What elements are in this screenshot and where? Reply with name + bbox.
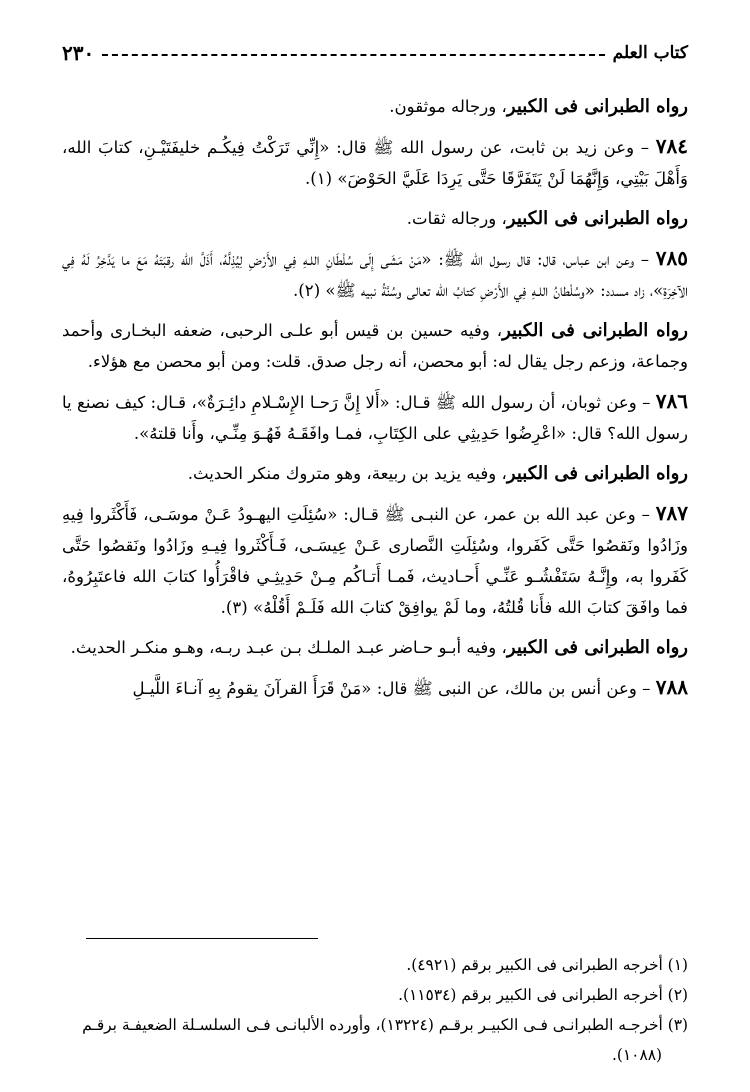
reference-source: رواه الطبرانى فى الكبير — [502, 320, 688, 341]
hadith-reference — [62, 632, 688, 663]
reference-note: ، وفيه حسين بن قيس أبو علـى الرحبى، ضعفه البخـارى وأحمد وجماعة، وزعم رجل يقال له: أبو محصن، أنه رجل صدق. قلت: ومن أبو محصن مع هؤلاء. — [62, 321, 688, 371]
hadith-reference — [62, 91, 688, 122]
reference-note: ، ورجاله موثقون. — [389, 97, 507, 116]
footnotes — [62, 950, 688, 1070]
reference-note: ، وفيه أبـو حـاضر عبـد الملـك بـن عبـد ربـه، وهـو منكـر الحديث. — [70, 638, 507, 657]
book-section-title: كتاب العلم — [612, 43, 688, 63]
hadith-text: – وعن زيد بن ثابت، عن رسول الله ﷺ قال: «إِنِّي تَرَكْتُ فِيكُـم خليفَتَيْـنِ، كتابَ الله، وَأَهْلَ بَيْتِي، وَإِنَّهُمَا لَنْ يَتَفَرَّقَا حَتَّى يَرِدَا عَلَيَّ الحَوْضَ» (١). — [62, 138, 688, 188]
page-body — [62, 82, 688, 914]
running-header — [62, 38, 688, 68]
page-number: ٢٣٠ — [62, 41, 95, 65]
hadith-entry — [62, 386, 688, 449]
footnote-continuation: (١٠٨٨). — [612, 1046, 662, 1064]
reference-note: ، ورجاله ثقات. — [406, 209, 507, 228]
hadith-text: – وعن عبد الله بن عمر، عن النبـى ﷺ قـال: «سُئِلَتِ اليهـودُ عَـنْ موسَـى، فَأَكْثَروا فِيهِ وزَادُوا ونَقصُوا حَتَّى كَفَروا، وسُئِلَتِ النَّصارى عَـنْ عِيسَـى، فَـأَكْثَروا فِيـهِ وزَادُوا ونَقصُوا حَتَّى كَفَروا به، وإِنَّـهُ سَتَفْشُـو عَنِّـي أَحـاديث، فَمـا أَتـاكُم مِـنْ حَدِيثِـي فاقْرَأُوا كتابَ الله فاعتَبِرُوهُ، فما وافَقَ كتابَ الله فأَنا قُلتُهُ، وما لَمْ يوافِقْ كتابَ الله فَلَـمْ أَقُلْهُ» (٣). — [62, 505, 688, 617]
hadith-entry — [62, 498, 688, 623]
footnote-separator — [86, 938, 318, 939]
footnote: (١) أخرجه الطبرانى فى الكبير برقم (٤٩٢١). — [406, 956, 688, 974]
header-dashed-rule — [102, 54, 604, 56]
reference-source: رواه الطبرانى فى الكبير — [506, 637, 688, 658]
footnote: (٢) أخرجه الطبرانى فى الكبير برقم (١١٥٣٤). — [398, 986, 688, 1004]
hadith-number: ٧٨٤ — [655, 134, 688, 158]
hadith-number: ٧٨٧ — [655, 501, 688, 525]
hadith-text: – وعن ثوبان، أن رسول الله ﷺ قـال: «أَلا إِنَّ رَحـا الإِسْـلامِ دائِـرَةٌ»، قـال: كيف نصنع يا رسول الله؟ قال: «اعْرِضُوا حَدِيثِي على الكِتَابِ، فمـا وافَقَـهُ فَهُـوَ مِنِّـي، وأَنا قلتهُ». — [62, 393, 688, 443]
hadith-reference — [62, 315, 688, 377]
hadith-number: ٧٨٦ — [655, 389, 689, 413]
hadith-text: – وعن أنس بن مالك، عن النبى ﷺ قال: «مَنْ قَرَأَ القرآنَ يقومُ بِهِ آنـاءَ اللَّيـلِ — [132, 679, 651, 698]
reference-source: رواه الطبرانى فى الكبير — [506, 463, 688, 484]
footnote: (٣) أخرجـه الطبرانـى فـى الكبيـر برقـم (١٣٢٢٤)، وأورده الألبانـى فـى السلسـلة الضعيفـة برقـم — [82, 1016, 688, 1034]
reference-source: رواه الطبرانى فى الكبير — [506, 208, 688, 229]
hadith-number: ٧٨٨ — [655, 675, 688, 699]
hadith-number: ٧٨٥ — [655, 246, 688, 270]
hadith-entry — [62, 672, 688, 704]
hadith-entry — [62, 131, 688, 194]
hadith-reference — [62, 458, 688, 489]
reference-note: ، وفيه يزيد بن ربيعة، وهو متروك منكر الحديث. — [187, 464, 507, 483]
hadith-text: – وعن ابن عباس، قال: قال رسول الله ﷺ: «مَنْ مَشَى إِلَى سُلْطَانِ اللـهِ فِي الأَرْضِ لِيُذِلَّهُ، أَذَلَّ الله رقبَتَهُ مَعَ ما يَدَّخِرُ لَهُ فِي الآخِرَةِ»، زاد مسدد: «وسُلْطانُ اللـهِ فِي الأَرْضِ كتابُ الله تعالى وسُنَّةُ نبيه ﷺ» (٢). — [62, 250, 688, 300]
hadith-reference — [62, 203, 688, 234]
hadith-entry — [62, 243, 688, 306]
reference-source: رواه الطبرانى فى الكبير — [506, 96, 688, 117]
